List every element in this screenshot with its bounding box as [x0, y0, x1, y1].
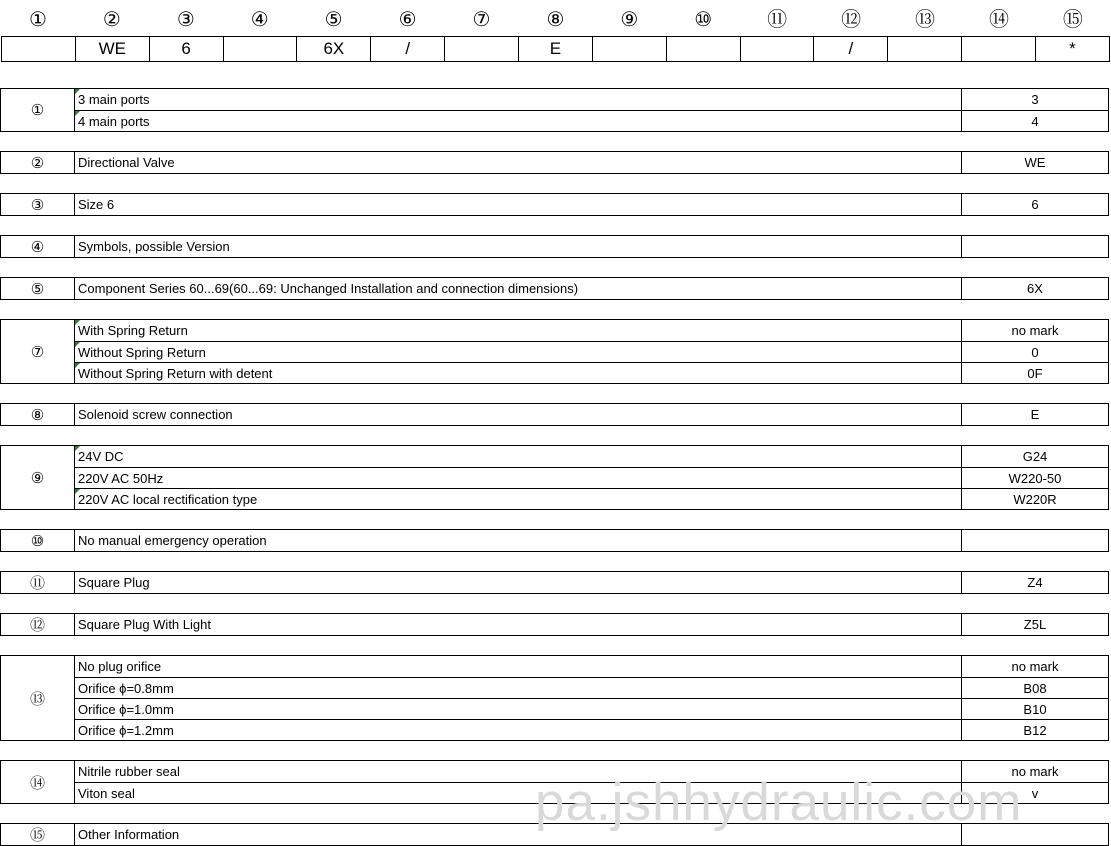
option-description: Orifice ϕ=1.2mm — [75, 720, 962, 740]
option-code: no mark — [1011, 764, 1059, 779]
option-code: G24 — [1022, 449, 1048, 464]
option-description: Viton seal — [75, 783, 962, 803]
option-code — [962, 236, 1108, 257]
option-description: Nitrile rubber seal — [75, 761, 962, 782]
option-code: W220-50 — [1008, 471, 1062, 486]
option-code: 3 — [1031, 92, 1039, 107]
group-number: ④ — [1, 236, 75, 257]
option-group-series — [0, 277, 1109, 300]
option-row — [75, 488, 1108, 509]
option-group-valve — [0, 151, 1109, 174]
option-code: Z4 — [1027, 575, 1043, 590]
header-number: ⑮ — [1062, 7, 1083, 31]
group-number: ⑦ — [1, 320, 75, 383]
code-cell — [962, 37, 1036, 61]
header-number: ⑪ — [767, 7, 788, 31]
option-description: Without Spring Return with detent — [75, 363, 962, 383]
option-code — [962, 530, 1108, 551]
code-cell — [741, 37, 815, 61]
option-row — [75, 467, 1108, 488]
group-number: ⑭ — [1, 761, 75, 803]
option-row — [75, 572, 1108, 593]
header-number: ⑤ — [324, 7, 343, 31]
option-code: B10 — [1023, 702, 1047, 717]
option-code — [962, 824, 1108, 845]
option-row — [75, 446, 1108, 467]
option-group-voltage — [0, 445, 1109, 510]
code-cell — [2, 37, 76, 61]
code-cell — [667, 37, 741, 61]
option-group-size — [0, 193, 1109, 216]
option-group-spring — [0, 319, 1109, 384]
option-group-seal — [0, 760, 1109, 804]
option-group-ports — [0, 88, 1109, 132]
option-code: WE — [1024, 155, 1046, 170]
option-row — [75, 782, 1108, 803]
option-row — [75, 362, 1108, 383]
option-group-other — [0, 823, 1109, 846]
group-number: ① — [1, 89, 75, 131]
option-code: 6X — [1027, 281, 1043, 296]
code-cell — [445, 37, 519, 61]
option-row — [75, 719, 1108, 740]
option-row — [75, 341, 1108, 362]
code-cell: / — [371, 37, 445, 61]
option-row — [75, 614, 1108, 635]
option-description: 4 main ports — [75, 111, 962, 131]
option-row — [75, 152, 1108, 173]
option-description: Without Spring Return — [75, 342, 962, 362]
group-number: ⑧ — [1, 404, 75, 425]
code-cell — [224, 37, 298, 61]
header-number: ③ — [176, 7, 195, 31]
option-row — [75, 89, 1108, 110]
option-group-plug — [0, 571, 1109, 594]
option-description: 220V AC 50Hz — [75, 468, 962, 488]
option-row — [75, 320, 1108, 341]
code-cell: E — [519, 37, 593, 61]
code-cell — [593, 37, 667, 61]
code-cell — [888, 37, 962, 61]
watermark-text: pa.jshhydraulic.com — [535, 773, 1023, 832]
header-number: ④ — [250, 7, 269, 31]
option-code: E — [1030, 407, 1040, 422]
header-number: ⑥ — [398, 7, 417, 31]
option-code: 6 — [1031, 197, 1039, 212]
group-number: ③ — [1, 194, 75, 215]
option-row — [75, 656, 1108, 677]
header-number: ① — [28, 7, 47, 31]
option-group-symbols — [0, 235, 1109, 258]
header-number: ⑬ — [915, 7, 936, 31]
option-description: With Spring Return — [75, 320, 962, 341]
option-code: 0F — [1027, 366, 1043, 381]
option-code: B08 — [1023, 681, 1047, 696]
header-number: ⑭ — [988, 7, 1009, 31]
header-number: ⑧ — [546, 7, 565, 31]
option-group-solenoid — [0, 403, 1109, 426]
option-code: no mark — [1011, 323, 1059, 338]
option-row — [75, 530, 1108, 551]
header-number: ⑩ — [694, 7, 713, 31]
option-description: Square Plug With Light — [75, 614, 962, 635]
option-row — [75, 698, 1108, 719]
option-description: 24V DC — [75, 446, 962, 467]
option-description: Symbols, possible Version — [75, 236, 962, 257]
header-number: ⑫ — [841, 7, 862, 31]
option-description: Size 6 — [75, 194, 962, 215]
code-cell: / — [814, 37, 888, 61]
option-description: 220V AC local rectification type — [75, 489, 962, 509]
option-description: Component Series 60...69(60...69: Unchanged Installation and connection dimensions) — [75, 278, 962, 299]
option-code: W220R — [1013, 492, 1057, 507]
option-description: Orifice ϕ=0.8mm — [75, 678, 962, 698]
header-number: ⑨ — [620, 7, 639, 31]
option-row — [75, 278, 1108, 299]
option-description: Directional Valve — [75, 152, 962, 173]
option-description: Solenoid screw connection — [75, 404, 962, 425]
group-number: ⑬ — [1, 656, 75, 740]
header-number: ② — [102, 7, 121, 31]
group-number: ⑤ — [1, 278, 75, 299]
group-number: ⑩ — [1, 530, 75, 551]
group-number: ⑨ — [1, 446, 75, 509]
code-cell: 6 — [150, 37, 224, 61]
header-number-row — [1, 4, 1110, 34]
option-group-orifice — [0, 655, 1109, 741]
option-description: No manual emergency operation — [75, 530, 962, 551]
option-row — [75, 236, 1108, 257]
option-code: Z5L — [1023, 617, 1047, 632]
option-code: 4 — [1031, 114, 1039, 129]
option-group-manual — [0, 529, 1109, 552]
option-code: v — [1031, 786, 1039, 801]
code-cell: * — [1036, 37, 1110, 61]
option-code: B12 — [1023, 723, 1047, 738]
group-number: ② — [1, 152, 75, 173]
code-cell: 6X — [297, 37, 371, 61]
group-number: ⑪ — [1, 572, 75, 593]
option-row — [75, 110, 1108, 131]
code-cell: WE — [76, 37, 150, 61]
option-row — [75, 761, 1108, 782]
option-group-plug-light — [0, 613, 1109, 636]
option-description: Other Information — [75, 824, 962, 845]
option-description: No plug orifice — [75, 656, 962, 677]
option-row — [75, 194, 1108, 215]
group-number: ⑮ — [1, 824, 75, 845]
option-description: 3 main ports — [75, 89, 962, 110]
option-code: no mark — [1011, 659, 1059, 674]
header-number: ⑦ — [472, 7, 491, 31]
group-number: ⑫ — [1, 614, 75, 635]
option-row — [75, 824, 1108, 845]
model-code-row — [1, 36, 1110, 62]
option-row — [75, 404, 1108, 425]
option-row — [75, 677, 1108, 698]
option-description: Square Plug — [75, 572, 962, 593]
option-code: 0 — [1031, 345, 1039, 360]
option-description: Orifice ϕ=1.0mm — [75, 699, 962, 719]
